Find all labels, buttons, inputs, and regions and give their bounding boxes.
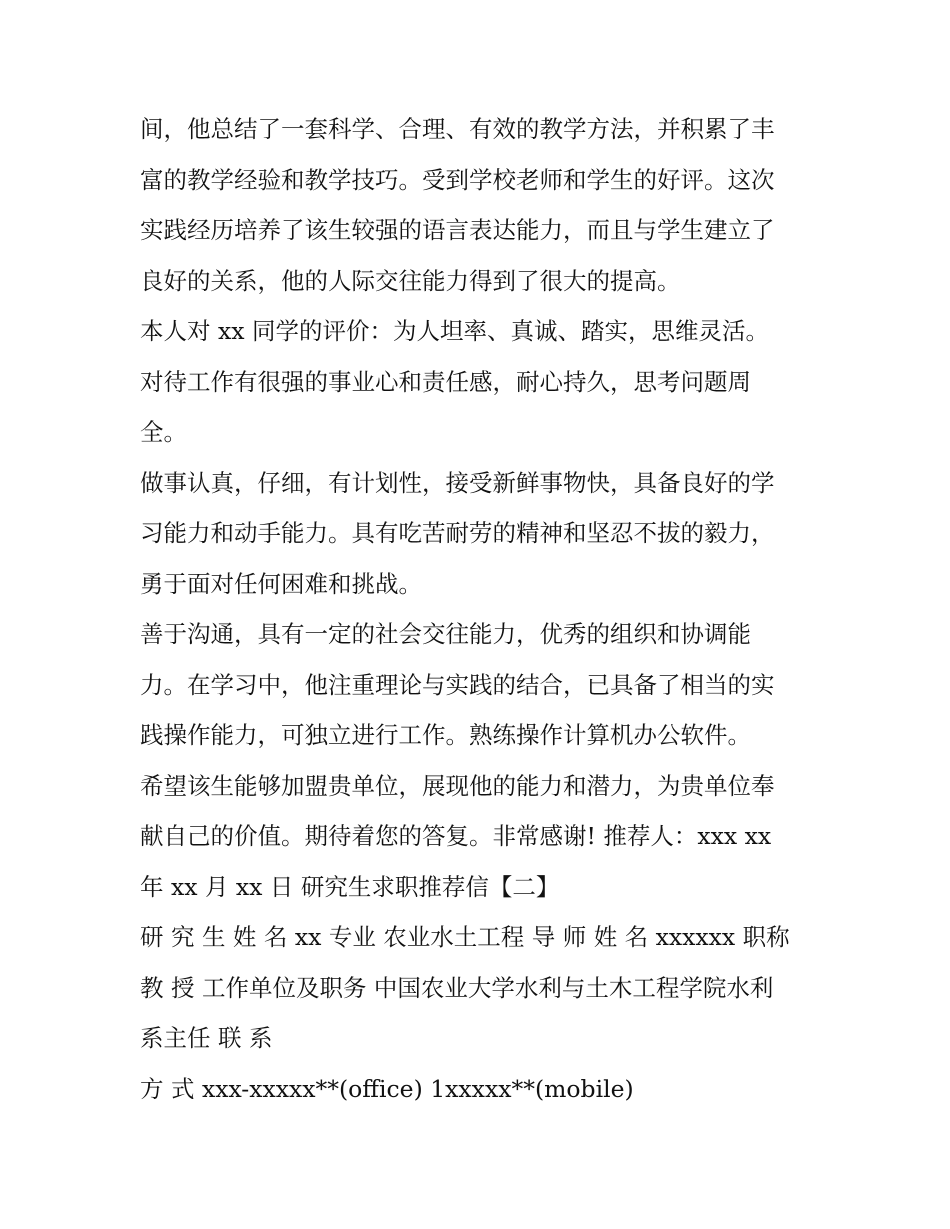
text-line: 献自己的价值。期待着您的答复。非常感谢! 推荐人：xxx xx (140, 822, 772, 850)
text-line: 希望该生能够加盟贵单位，展现他的能力和潜力，为贵单位奉 (140, 771, 775, 800)
text-line: 间，他总结了一套科学、合理、有效的教学方法，并积累了丰 (140, 115, 775, 143)
text-line: 本人对 xx 同学的评价：为人坦率、真诚、踏实，思维灵活。 (140, 317, 769, 345)
text-line: 方 式 xxx-xxxxx**(office) 1xxxxx**(mobile) (140, 1074, 634, 1103)
text-line: 全。 (140, 418, 187, 446)
text-line: 良好的关系，他的人际交往能力得到了很大的提高。 (140, 266, 681, 295)
text-line: 力。在学习中，他注重理论与实践的结合，已具备了相当的实 (140, 670, 775, 699)
document-body (140, 104, 820, 1114)
text-line: 善于沟通，具有一定的社会交往能力，优秀的组织和协调能 (140, 620, 751, 648)
text-line: 实践经历培养了该生较强的语言表达能力，而且与学生建立了 (140, 216, 775, 244)
text-line: 做事认真，仔细，有计划性，接受新鲜事物快，具备良好的学 (140, 468, 775, 497)
text-line: 教 授 工作单位及职务 中国农业大学水利与土木工程学院水利 (140, 973, 774, 1002)
text-line: 富的教学经验和教学技巧。受到学校老师和学生的好评。这次 (140, 165, 775, 194)
text-line: 系主任 联 系 (140, 1024, 273, 1052)
text-line: 勇于面对任何困难和挑战。 (140, 569, 422, 598)
text-line: 研 究 生 姓 名 xx 专业 农业水土工程 导 师 姓 名 xxxxxx 职称 (140, 923, 790, 951)
text-line: 对待工作有很强的事业心和责任感，耐心持久，思考问题周 (140, 367, 751, 396)
text-line: 年 xx 月 xx 日 研究生求职推荐信【二】 (140, 872, 560, 901)
text-line: 习能力和动手能力。具有吃苦耐劳的精神和坚忍不拔的毅力， (140, 519, 775, 547)
text-line: 践操作能力，可独立进行工作。熟练操作计算机办公软件。 (140, 721, 751, 749)
